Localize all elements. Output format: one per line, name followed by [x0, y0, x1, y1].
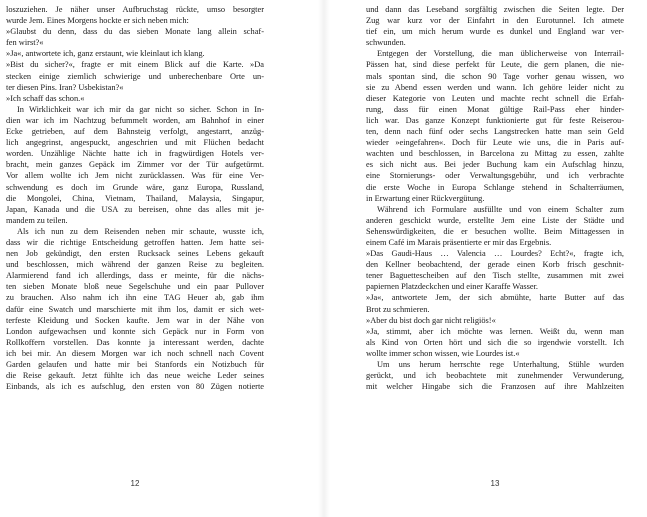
left-page-number: 12	[130, 479, 140, 488]
text-line: Während ich Formulare ausfüllte und von einem Schalter zum	[377, 204, 624, 214]
text-line: Rollkoffern vorstellen. Das konnte ja interessant werden, dachte	[6, 337, 264, 347]
right-page-text	[366, 4, 624, 392]
text-line: dien war ich im Nachtzug befummelt worden, am Bahnhof in einer	[6, 115, 264, 125]
text-line: schwendung es doch im Grunde wäre, ganz Europa, Russland,	[6, 182, 264, 192]
text-line: Brot zu schmieren.	[366, 304, 430, 314]
text-line: lich war. Das ganze Konzept funktionierte gut für feste Reiserou-	[366, 115, 624, 125]
text-line: Als ich nun zu dem Reisenden neben mir schaute, wusste ich,	[17, 226, 264, 236]
text-line: zu brauchen. Also nahm ich ihn eine TAG Heuer ab, gab ihm	[6, 293, 264, 303]
text-line: »Aber du bist doch gar nicht religiös!«	[366, 315, 496, 325]
text-line: tener Baguettescheiben auf den Tisch stellte, zusammen mit zwei	[366, 271, 624, 281]
text-line: wachten und beschlossen, in Barcelona zu Mittag zu essen, zahlte	[366, 149, 624, 159]
text-line: Garden gelaufen und hatte mir bei Stanfords ein Notizbuch für	[6, 360, 264, 369]
text-line: gerückt, und ich beobachtete mit zunehmender Verwunderung,	[366, 371, 624, 381]
text-line: Pässen hat, sind diese perfekt für Leute, die gern planen, die nie-	[366, 60, 624, 70]
text-line: wieder »eingefahren«. Doch für Leute wie uns, die in Paris auf-	[366, 138, 624, 148]
text-line: »Das Gaudi-Haus … Valencia … Lourdes? Echt?«, fragte ich,	[366, 249, 624, 259]
left-page	[6, 4, 264, 517]
text-line: mit welcher Hingabe sich die Franzosen auf ihre Mahlzeiten	[366, 382, 624, 392]
text-line: sie zu Abend essen werden und wann. Ich gehöre leider nicht zu	[366, 82, 624, 92]
text-line: schwunden.	[366, 38, 406, 48]
right-page	[366, 4, 624, 517]
text-line: fen wirst?«	[6, 38, 44, 48]
text-line: ten, denn nach fünf oder sechs Langstrecken hatte man sein Geld	[366, 127, 624, 137]
text-line: lich angegrinst, angespuckt, angeschrien und mit Flüchen bedacht	[6, 138, 264, 148]
text-line: und beschlossen, mich während der ganzen Reise zu begleiten.	[6, 260, 264, 270]
text-line: Japan, Kanada und die USA zu bereisen, ohne das alles mit je-	[6, 204, 264, 214]
text-line: dass wir die richtige Entscheidung getroffen hatten. Jem hatte sei-	[6, 237, 264, 247]
text-line: die Reise gekauft. Jetzt fühlte ich das neue weiche Leder seines	[6, 371, 264, 381]
text-line: In Wirklichkeit war ich mir da gar nicht so sicher. Schon in In-	[17, 104, 264, 114]
text-line: wurde Jem. Eines Morgens hockte er sich neben mich:	[6, 16, 189, 26]
text-line: die erste Woche in Europa Schlange stehend in Schalterräumen,	[366, 182, 624, 192]
text-line: und dann das Leseband sorgfältig zwischen die Seiten legte. Der	[366, 5, 624, 14]
text-line: als Kind von Orten hört und sich die so irgendwie vorstellt. Ich	[366, 337, 624, 347]
text-line: papiernen Platzdeckchen und einer Karaffe Wasser.	[366, 282, 539, 292]
text-line: einem Café im Marais präsentierte er mir das Ergebnis.	[366, 237, 552, 247]
text-line: Um uns herum herrschte rege Unterhaltung, Stühle wurden	[377, 360, 624, 369]
text-line: loszuziehen. Je näher unser Aufbruchstag rückte, umso besorgter	[6, 5, 264, 14]
text-line: Alarmierend fand ich allerdings, dass er meinte, für die nächs-	[6, 271, 264, 281]
text-line: Ecke getrieben, auf dem Bahnsteig verfolgt, angestarrt, anzüg-	[6, 127, 264, 137]
text-line: London aufgewachsen und konnte sich Gepäck nur in Form von	[6, 326, 264, 336]
text-line: es sich nicht aus. Bei jeder Buchung kam ein Aufschlag hinzu,	[366, 160, 624, 170]
text-line: die Mongolei, China, Vietnam, Thailand, Malaysia, Singapur,	[6, 193, 264, 203]
text-line: eine Stornierungs- oder Verwaltungsgebühr, und ich verbrachte	[366, 171, 624, 181]
text-line: »Ja«, antwortete ich, ganz erstaunt, wie kleinlaut ich klang.	[6, 49, 205, 59]
text-line: »Ja, stimmt, aber ich möchte was lernen. Weißt du, wenn man	[366, 326, 624, 336]
text-line: den Kellner beobachtend, der gerade einen Korb frisch geschnit-	[366, 260, 624, 270]
text-line: Vor allem wollte ich Jem nicht zurücklassen. Was für eine Ver-	[6, 171, 264, 181]
text-line: bracht, mein ganzes Gepäck im Zimmer vor der Tür aufgetürmt.	[6, 160, 264, 170]
text-line: wollte immer schon wissen, wie Lourdes ist.«	[366, 348, 520, 358]
text-line: ten sieben Monate bloß neue Segelschuhe und ein paar Pullover	[6, 282, 264, 292]
right-page-number: 13	[490, 479, 500, 488]
text-line: nen Job gekündigt, den ersten Rucksack seines Lebens gekauft	[6, 249, 264, 259]
text-line: »Ja«, antwortete Jem, der sich abmühte, harte Butter auf das	[366, 293, 624, 303]
text-line: stecken einige ziemlich schwierige und unberechenbare Orte un-	[6, 71, 264, 81]
text-line: in Erwartung einer Rückvergütung.	[366, 193, 485, 203]
text-line: Zug war kurz vor der Einfahrt in den Eurotunnel. Ich atmete	[366, 16, 624, 26]
left-page-text	[6, 4, 264, 392]
text-line: anderen geschickt wurde, erstellte Jem eine Liste der Städte und	[366, 215, 624, 225]
text-line: rung, dass für einen Monat gültige Rail-Pass eher hinder-	[366, 104, 624, 114]
text-line: mals spontan sind, die schon 90 Tage vorher genau wissen, wo	[366, 71, 624, 81]
text-line: ter diesen Pins. Iran? Usbekistan?«	[6, 82, 124, 92]
text-line: terfeste Kleidung und Socken kaufte. Jem war in der Nähe von	[6, 315, 264, 325]
text-line: worden. Unzählige Nächte hatte ich in fragwürdigen Hotels ver-	[6, 149, 264, 159]
text-line: Einbands, als ich es aufschlug, den ersten von 80 Zügen notierte	[6, 382, 264, 392]
text-line: dafür eine Swatch und marschierte mit ihm los, damit er sich wet-	[6, 304, 264, 314]
text-line: dieser Kategorie von Leuten und machte recht schnell die Erfah-	[366, 93, 624, 103]
text-line: »Bist du sicher?«, fragte er mit einem Blick auf die Karte. »Da	[6, 60, 264, 70]
text-line: tief ein, um mich herum wurde es dunkel und England war ver-	[366, 27, 624, 37]
text-line: ich bei mir. An diesem Morgen war ich noch schnell nach Covent	[6, 348, 264, 358]
text-line: Sehenswürdigkeiten, die er besuchen wollte. Beim Mittagessen in	[366, 226, 624, 236]
text-line: mandem zu teilen.	[6, 215, 68, 225]
text-line: »Ich schaff das schon.«	[6, 93, 85, 103]
book-gutter	[318, 0, 330, 517]
text-line: »Glaubst du denn, dass du das sieben Monate lang allein schaf-	[6, 27, 264, 37]
text-line: Entgegen der Vorstellung, die man üblicherweise von Interrail-	[377, 49, 624, 59]
